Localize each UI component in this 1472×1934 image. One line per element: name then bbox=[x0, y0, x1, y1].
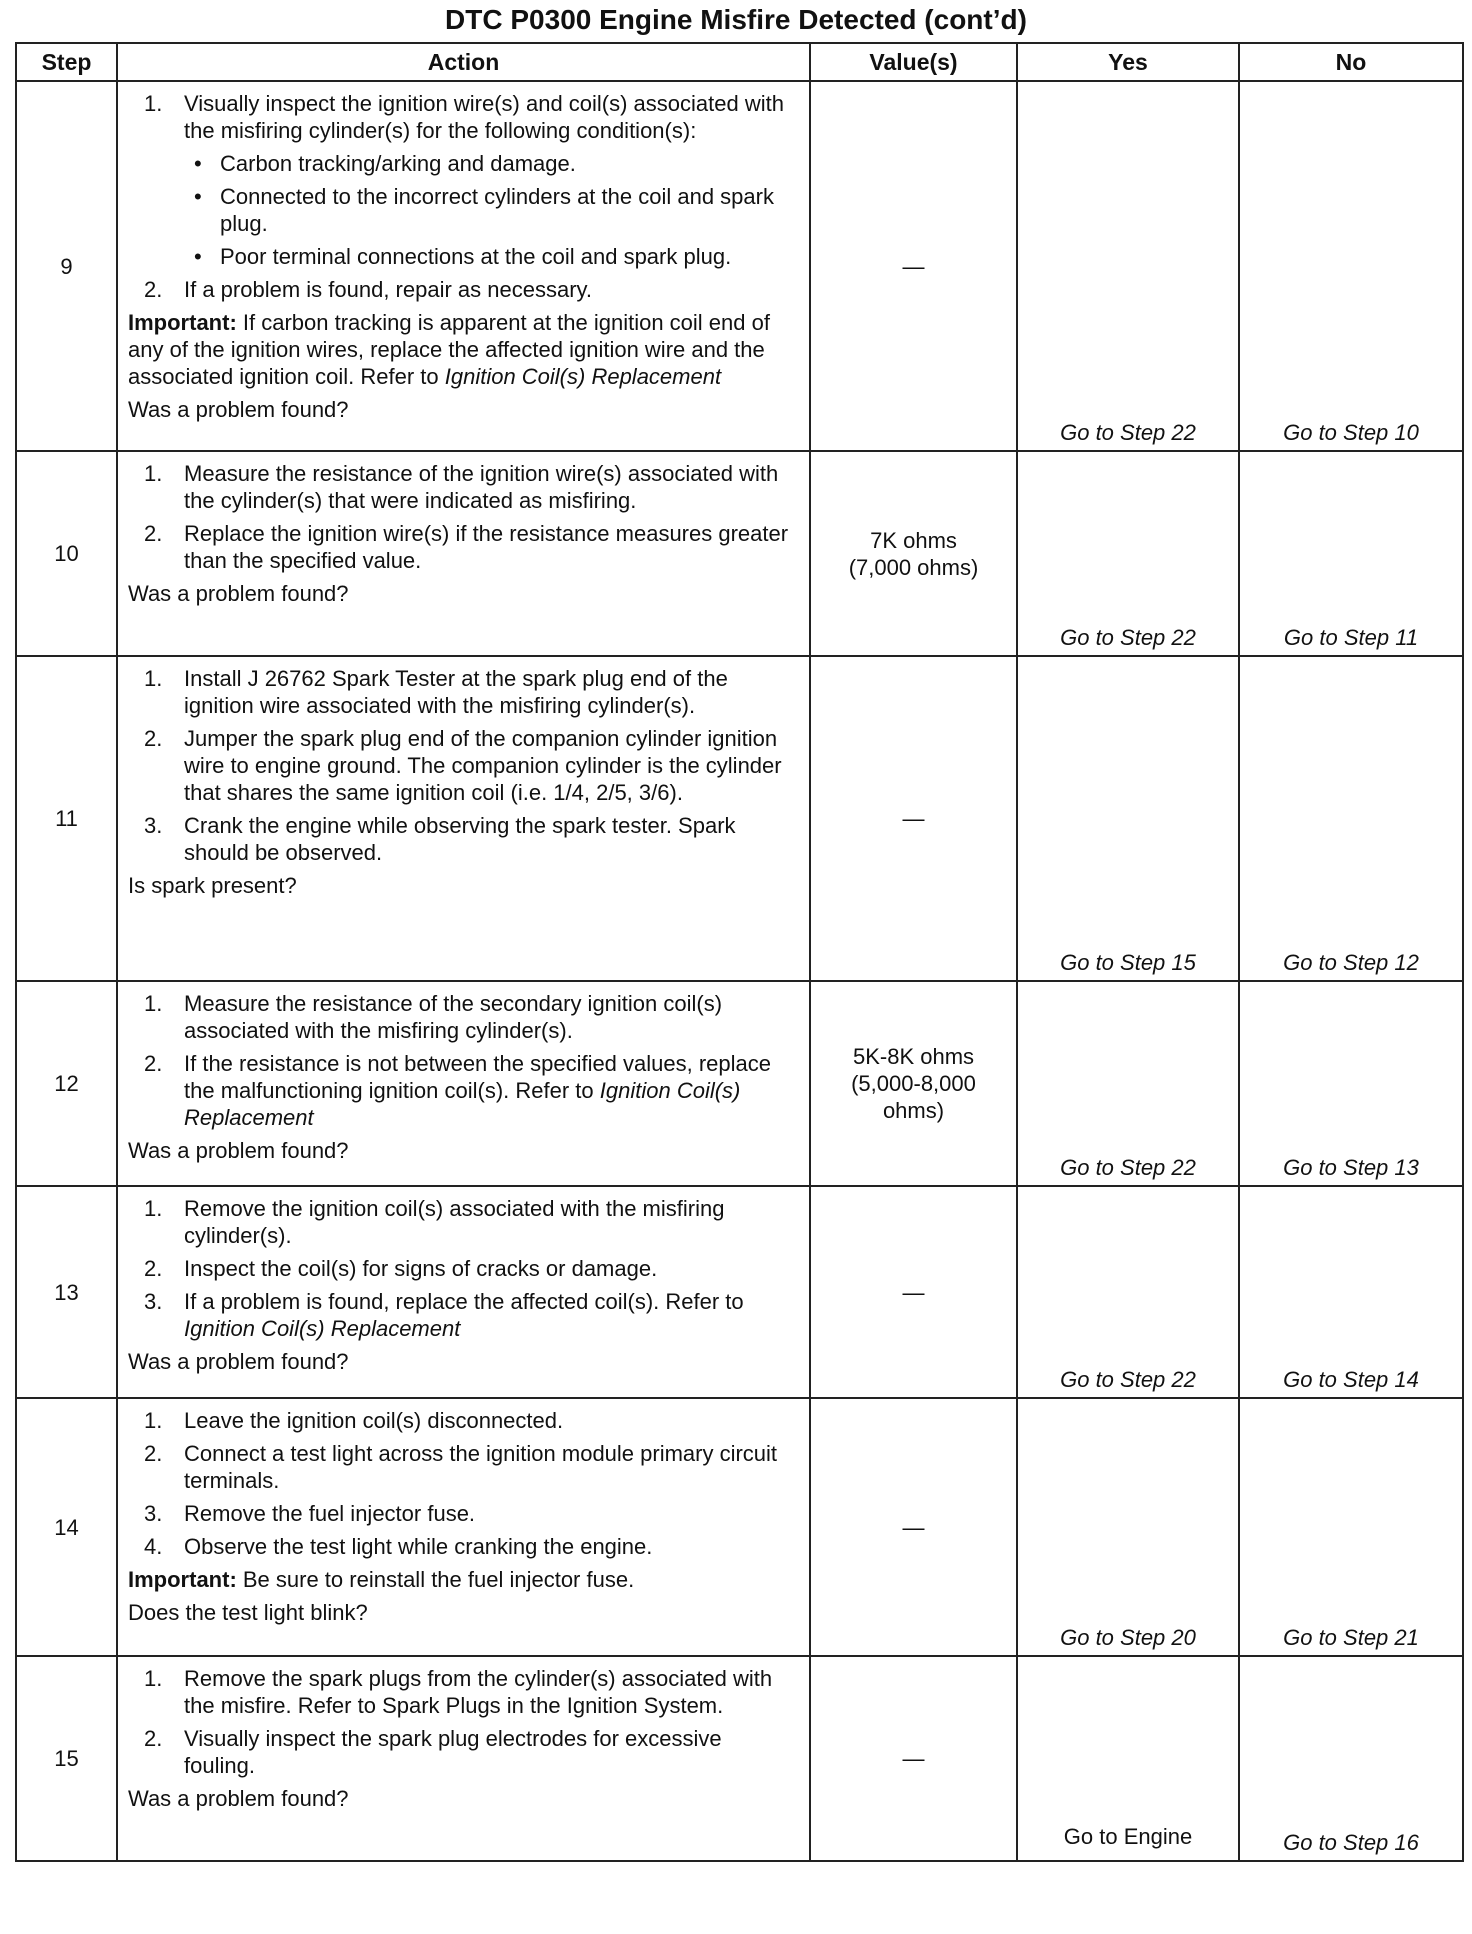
no-cell[interactable]: Go to Step 16 bbox=[1239, 1656, 1463, 1861]
step-number: 14 bbox=[16, 1398, 117, 1656]
value-cell bbox=[810, 81, 1017, 451]
list-item bbox=[128, 1288, 797, 1342]
item-number: 1. bbox=[144, 91, 163, 116]
bullet-icon: • bbox=[194, 184, 202, 209]
question-text: Does the test light blink? bbox=[128, 1600, 368, 1625]
bullet-text: Carbon tracking/arking and damage. bbox=[220, 151, 576, 176]
item-number: 2. bbox=[144, 726, 163, 751]
item-number: 2. bbox=[144, 1726, 163, 1751]
header-step: Step bbox=[16, 43, 117, 81]
item-text: Measure the resistance of the secondary ignition coil(s) associated with the misfiring cylinder(s). bbox=[184, 991, 723, 1043]
header-values: Value(s) bbox=[810, 43, 1017, 81]
header-yes: Yes bbox=[1017, 43, 1239, 81]
item-text: Remove the fuel injector fuse. bbox=[184, 1501, 476, 1526]
value-text: — bbox=[902, 1746, 925, 1771]
question-text: Was a problem found? bbox=[128, 581, 349, 606]
action-cell bbox=[117, 656, 810, 981]
item-text: Crank the engine while observing the spark tester. Spark should be observed. bbox=[184, 813, 736, 865]
action-cell bbox=[117, 981, 810, 1186]
value-text: — bbox=[902, 253, 925, 279]
value-cell bbox=[810, 1656, 1017, 1861]
value-text: ohms) bbox=[882, 1098, 945, 1123]
no-cell[interactable]: Go to Step 11 bbox=[1239, 451, 1463, 656]
item-text: If the resistance is not between the specified values, replace the malfunctioning ignition coil(s). Refer to bbox=[184, 1051, 772, 1103]
header-action: Action bbox=[117, 43, 810, 81]
value-text: 5K-8K ohms bbox=[852, 1044, 975, 1069]
list-item bbox=[128, 520, 797, 574]
item-number: 2. bbox=[144, 1051, 163, 1076]
value-cell bbox=[810, 656, 1017, 981]
item-number: 3. bbox=[144, 813, 163, 838]
page-title: DTC P0300 Engine Misfire Detected (cont’d) bbox=[445, 4, 1027, 35]
list-item bbox=[128, 725, 797, 806]
no-cell[interactable]: Go to Step 21 bbox=[1239, 1398, 1463, 1656]
value-text: — bbox=[902, 1279, 925, 1305]
item-number: 2. bbox=[144, 1441, 163, 1466]
list-item bbox=[128, 990, 797, 1044]
bullet-icon: • bbox=[194, 151, 202, 176]
question-text: Was a problem found? bbox=[128, 1138, 349, 1163]
item-text: Install J 26762 Spark Tester at the spark plug end of the ignition wire associated with the misfiring cylinder(s). bbox=[184, 666, 728, 718]
reference-link[interactable]: Ignition Coil(s) Replacement bbox=[184, 1316, 461, 1341]
question-text: Is spark present? bbox=[128, 873, 297, 898]
item-text: If a problem is found, replace the affected coil(s). Refer to bbox=[184, 1289, 744, 1314]
action-cell bbox=[117, 1656, 810, 1861]
step-number: 13 bbox=[16, 1186, 117, 1398]
bullet-text: Connected to the incorrect cylinders at the coil and spark plug. bbox=[220, 184, 774, 236]
table-row bbox=[16, 81, 1463, 451]
item-number: 4. bbox=[144, 1534, 163, 1559]
value-text: (5,000-8,000 bbox=[851, 1071, 976, 1096]
value-text: — bbox=[902, 1514, 925, 1540]
table-row bbox=[16, 451, 1463, 656]
item-text: Remove the ignition coil(s) associated with the misfiring cylinder(s). bbox=[184, 1196, 725, 1248]
table-row bbox=[16, 1398, 1463, 1656]
item-text: Measure the resistance of the ignition wire(s) associated with the cylinder(s) that were indicated as misfiring. bbox=[184, 461, 779, 513]
step-number: 10 bbox=[16, 451, 117, 656]
header-no: No bbox=[1239, 43, 1463, 81]
value-text: — bbox=[902, 806, 925, 831]
list-item bbox=[128, 1500, 797, 1527]
item-number: 1. bbox=[144, 1666, 163, 1691]
list-item bbox=[128, 812, 797, 866]
table-header-row bbox=[16, 43, 1463, 81]
bullet-item bbox=[184, 150, 797, 177]
important-label: Important: bbox=[128, 310, 237, 335]
question-text: Was a problem found? bbox=[128, 1349, 349, 1374]
item-number: 3. bbox=[144, 1501, 163, 1526]
important-label: Important: bbox=[128, 1567, 237, 1592]
list-item bbox=[128, 1440, 797, 1494]
bullet-item bbox=[184, 183, 797, 237]
reference-link[interactable]: Ignition Coil(s) Replacement bbox=[444, 364, 722, 389]
list-item bbox=[128, 460, 797, 514]
no-cell[interactable]: Go to Step 12 bbox=[1239, 656, 1463, 981]
value-cell bbox=[810, 1186, 1017, 1398]
item-text: Leave the ignition coil(s) disconnected. bbox=[184, 1408, 564, 1433]
important-text: Be sure to reinstall the fuel injector fuse. bbox=[236, 1567, 635, 1592]
yes-cell[interactable]: Go to Step 22 bbox=[1017, 451, 1239, 656]
yes-cell[interactable]: Go to Engine bbox=[1017, 1656, 1239, 1861]
item-text: If a problem is found, repair as necessary. bbox=[184, 277, 593, 302]
item-text: Inspect the coil(s) for signs of cracks or damage. bbox=[184, 1256, 658, 1281]
value-cell bbox=[810, 981, 1017, 1186]
list-item bbox=[128, 1665, 797, 1719]
item-number: 1. bbox=[144, 1408, 163, 1433]
item-number: 3. bbox=[144, 1289, 163, 1314]
item-text: Visually inspect the spark plug electrodes for excessive fouling. bbox=[184, 1726, 722, 1778]
action-cell bbox=[117, 451, 810, 656]
list-item bbox=[128, 1533, 797, 1560]
important-text: If carbon tracking is apparent at the ignition coil end of any of the ignition wires, replace the affected ignition wire and the associated ignition coil. Refer to bbox=[128, 310, 770, 389]
item-text: Jumper the spark plug end of the companion cylinder ignition wire to engine ground. The companion cylinder is the cylinder that shares the same ignition coil (i.e. 1/4, 2/5, 3/6). bbox=[184, 726, 782, 805]
table-row bbox=[16, 1656, 1463, 1861]
table-row bbox=[16, 981, 1463, 1186]
table-row bbox=[16, 656, 1463, 981]
yes-cell[interactable]: Go to Step 22 bbox=[1017, 1186, 1239, 1398]
yes-cell[interactable]: Go to Step 20 bbox=[1017, 1398, 1239, 1656]
question-text: Was a problem found? bbox=[128, 1786, 349, 1811]
bullet-item bbox=[184, 243, 797, 270]
list-item bbox=[128, 665, 797, 719]
item-number: 1. bbox=[144, 666, 163, 691]
item-text: Visually inspect the ignition wire(s) and coil(s) associated with the misfiring cylinder(s) for the following condition(s): bbox=[184, 91, 784, 143]
item-number: 1. bbox=[144, 461, 163, 486]
bullet-icon: • bbox=[194, 244, 202, 269]
list-item bbox=[128, 1255, 797, 1282]
yes-cell[interactable]: Go to Step 22 bbox=[1017, 81, 1239, 451]
no-cell[interactable]: Go to Step 13 bbox=[1239, 981, 1463, 1186]
step-number: 11 bbox=[16, 656, 117, 981]
step-number: 15 bbox=[16, 1656, 117, 1861]
step-number: 9 bbox=[16, 81, 117, 451]
value-text: 7K ohms bbox=[870, 527, 957, 553]
table-row bbox=[16, 1186, 1463, 1398]
action-cell bbox=[117, 1186, 810, 1398]
yes-cell[interactable]: Go to Step 22 bbox=[1017, 981, 1239, 1186]
list-item bbox=[128, 1407, 797, 1434]
important-note bbox=[128, 1566, 797, 1593]
item-number: 1. bbox=[144, 991, 163, 1016]
bullet-text: Poor terminal connections at the coil and spark plug. bbox=[220, 244, 732, 269]
action-cell bbox=[117, 1398, 810, 1656]
reference-link[interactable]: Ignition Coil(s) Replacement bbox=[184, 1078, 741, 1130]
no-cell[interactable]: Go to Step 10 bbox=[1239, 81, 1463, 451]
item-text: Observe the test light while cranking the engine. bbox=[184, 1534, 653, 1559]
list-item bbox=[128, 90, 797, 270]
no-cell[interactable]: Go to Step 14 bbox=[1239, 1186, 1463, 1398]
item-text: Remove the spark plugs from the cylinder(s) associated with the misfire. Refer to Spark Plugs in the Ignition System. bbox=[184, 1666, 773, 1718]
item-number: 2. bbox=[144, 1256, 163, 1281]
step-number: 12 bbox=[16, 981, 117, 1186]
list-item bbox=[128, 276, 797, 303]
value-cell bbox=[810, 1398, 1017, 1656]
value-text: (7,000 ohms) bbox=[848, 554, 979, 580]
item-text: Replace the ignition wire(s) if the resistance measures greater than the specified value. bbox=[184, 521, 789, 573]
diagnostic-table bbox=[15, 42, 1464, 1862]
list-item bbox=[128, 1050, 797, 1131]
item-number: 2. bbox=[144, 277, 163, 302]
list-item bbox=[128, 1195, 797, 1249]
item-number: 2. bbox=[144, 521, 163, 546]
value-cell bbox=[810, 451, 1017, 656]
question-text: Was a problem found? bbox=[128, 397, 349, 422]
item-text: Connect a test light across the ignition module primary circuit terminals. bbox=[184, 1441, 778, 1493]
yes-cell[interactable]: Go to Step 15 bbox=[1017, 656, 1239, 981]
action-cell bbox=[117, 81, 810, 451]
list-item bbox=[128, 1725, 797, 1779]
important-note bbox=[128, 309, 797, 390]
item-number: 1. bbox=[144, 1196, 163, 1221]
